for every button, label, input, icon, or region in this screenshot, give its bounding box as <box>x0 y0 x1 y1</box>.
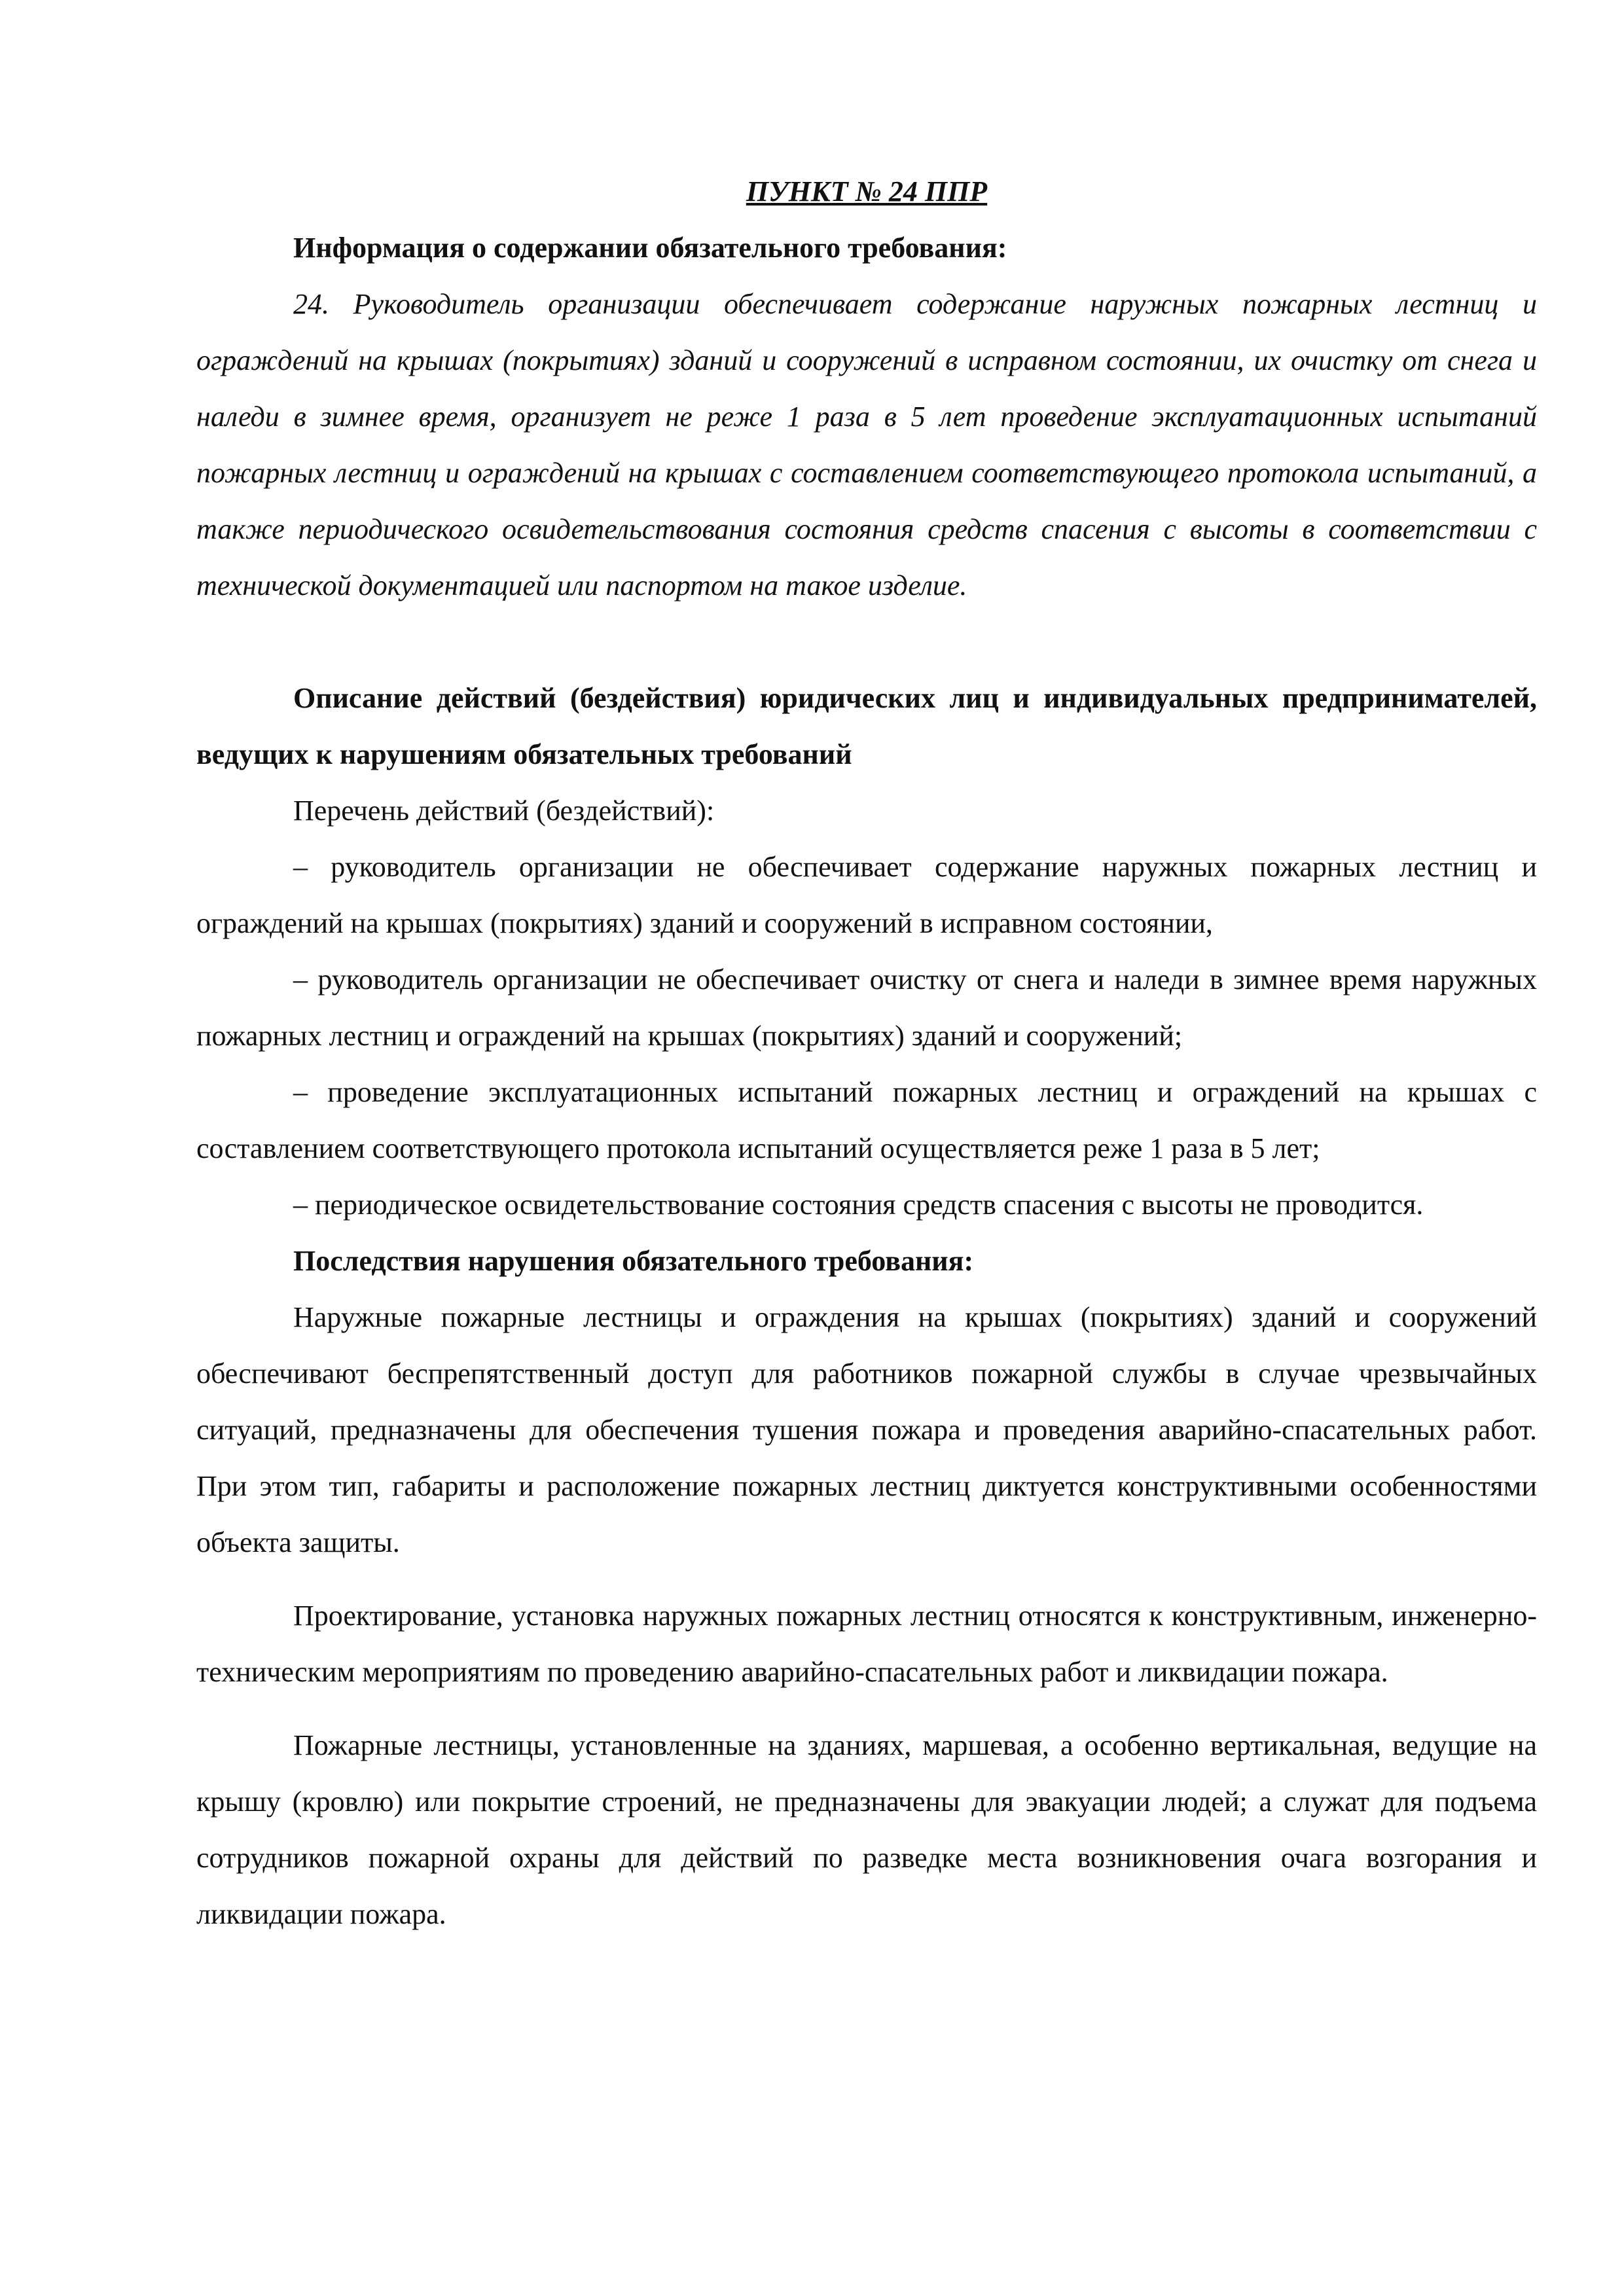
requirement-text: 24. Руководитель организации обеспечивает содержание наружных пожарных лестниц и ограждений на крышах (покрытиях) зданий и сооружений в исправном состоянии, их очистку от снега и наледи в зимнее время, организует не реже 1 раза в 5 лет проведение эксплуатационных испытаний пожарных лестниц и ограждений на крышах с составлением соответствующего протокола испытаний, а также периодического освидетельствования состояния средств спасения с высоты в соответствии с технической документацией или паспортом на такое изделие. <box>196 288 1537 601</box>
violation-item: – руководитель организации не обеспечивает очистку от снега и наледи в зимнее время наружных пожарных лестниц и ограждений на крышах (покрытиях) зданий и сооружений; <box>196 963 1537 1052</box>
consequences-paragraph: Наружные пожарные лестницы и ограждения на крышах (покрытиях) зданий и сооружений обеспечивают беспрепятственный доступ для работников пожарной службы в случае чрезвычайных ситуаций, предназначены для обеспечения тушения пожара и проведения аварийно-спасательных работ. При этом тип, габариты и расположение пожарных лестниц диктуется конструктивными особенностями объекта защиты. <box>196 1301 1537 1558</box>
document-body <box>196 164 1537 1943</box>
section-heading-consequences: Последствия нарушения обязательного требования: <box>293 1245 974 1277</box>
section-heading-violations-description: Описание действий (бездействия) юридических лиц и индивидуальных предпринимателей, ведущих к нарушениям обязательных требований <box>196 682 1537 770</box>
paragraph-spacer <box>196 1571 1537 1588</box>
consequences-paragraph: Пожарные лестницы, установленные на зданиях, маршевая, а особенно вертикальная, ведущие на крышу (кровлю) или покрытие строений, не предназначены для эвакуации людей; а служат для подъема сотрудников пожарной охраны для действий по разведке места возникновения очага возгорания и ликвидации пожара. <box>196 1729 1537 1930</box>
violation-item: – периодическое освидетельствование состояния средств спасения с высоты не проводится. <box>293 1189 1424 1221</box>
violation-item: – руководитель организации не обеспечивает содержание наружных пожарных лестниц и ограждений на крышах (покрытиях) зданий и сооружений в исправном состоянии, <box>196 851 1537 939</box>
violation-item: – проведение эксплуатационных испытаний пожарных лестниц и ограждений на крышах с составлением соответствующего протокола испытаний осуществляется реже 1 раза в 5 лет; <box>196 1076 1537 1164</box>
consequences-paragraph: Проектирование, установка наружных пожарных лестниц относятся к конструктивным, инженерно-техническим мероприятиям по проведению аварийно-спасательных работ и ликвидации пожара. <box>196 1600 1537 1688</box>
document-title: ПУНКТ № 24 ППР <box>746 175 988 207</box>
section-heading-requirement-info: Информация о содержании обязательного требования: <box>293 232 1007 264</box>
paragraph-spacer <box>196 1700 1537 1717</box>
section-spacer <box>196 614 1537 670</box>
actions-list-intro: Перечень действий (бездействий): <box>293 795 715 827</box>
